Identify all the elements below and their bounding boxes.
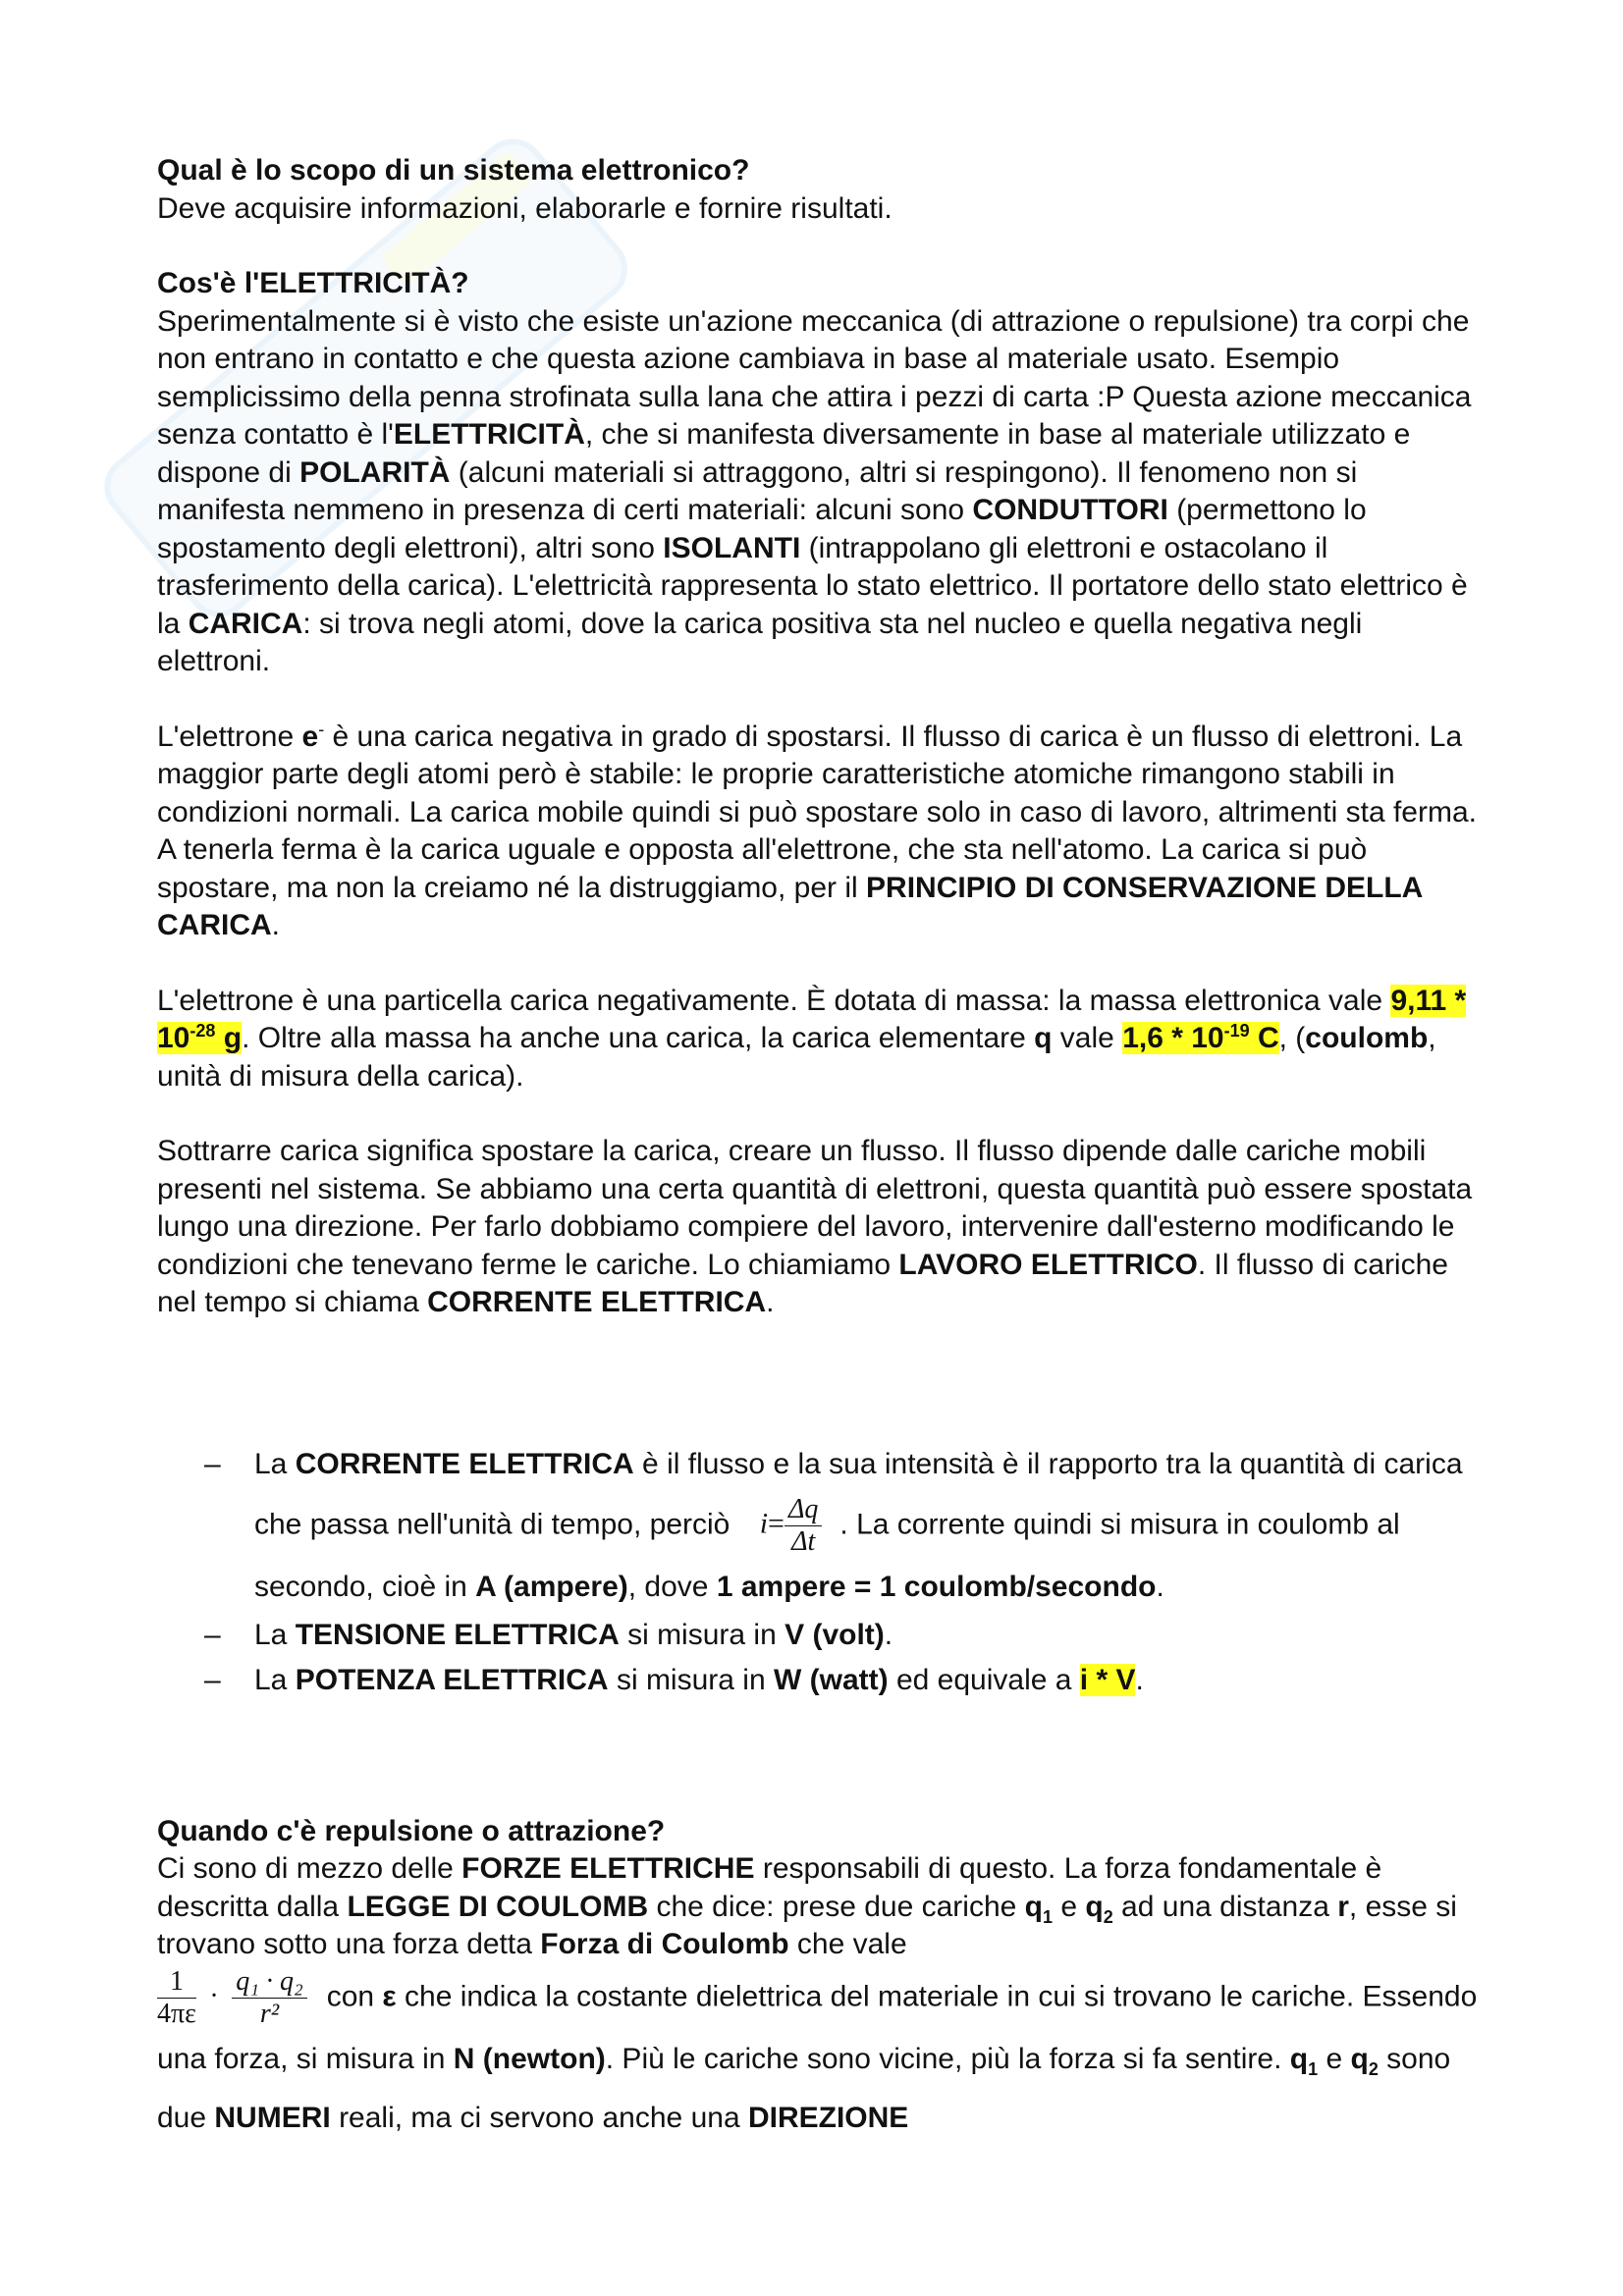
highlight-potenza: i * V bbox=[1079, 1664, 1136, 1696]
formula-coulomb: $\frac{1}{4\pi\varepsilon}$ · $\frac{\text{q₁ · q₂}}{\text{r²}}$ bbox=[157, 1966, 307, 2030]
paragraph-coulomb: Ci sono di mezzo delle FORZE ELETTRICHE responsabili di questo. La forza fondamentale è descritta dalla LEGGE DI COULOMB che dice: prese due cariche $q_1$ e $q_2$ ad una distanza r, esse si trovano sotto una forza detta Forza di Coulomb che vale bbox=[157, 1852, 1457, 1960]
paragraph-elettrone: L'elettrone e- è una carica negativa in grado di spostarsi. Il flusso di carica è un flusso di elettroni. La maggior parte degli atomi però è stabile: le proprie caratteristiche atomiche rimangono stabili in condizioni normali. La carica mobile quindi si può spostare solo in caso di lavoro, altrimenti sta ferma. A tenerla ferma è la carica uguale e opposta all'elettrone, che sta nell'atomo. La carica si può spostare, ma non la creiamo né la distruggiamo, per il PRINCIPIO DI CONSERVAZIONE DELLA CARICA. bbox=[157, 719, 1477, 941]
highlight-carica: $1,6 * 10^{-19}$ C bbox=[1122, 1021, 1279, 1054]
paragraph-coulomb-formula: $\frac{1}{4\pi\varepsilon}$ · $\frac{\text{q₁ · q₂}}{\text{r²}}$ con ε che indica la costante dielettrica del materiale in cui si trovano le cariche. Essendo una forza, si misura in N (newton). Più le cariche sono vicine, più la forza si fa sentire. $q_1$ e $q_2$ sono due NUMERI reali, ma ci servono anche una DIREZIONE bbox=[157, 1965, 1478, 2134]
list-item-tensione: – La TENSIONE ELETTRICA si misura in V (volt). bbox=[204, 1618, 893, 1651]
paragraph-elettricita: Sperimentalmente si è visto che esiste un'azione meccanica (di attrazione o repulsione) tra corpi che non entrano in contatto e che questa azione cambiava in base al materiale usato. Esempio semplicissimo della penna strofinata sulla lana che attira i pezzi di carta :P Questa azione meccanica senza contatto è l'ELETTRICITÀ, che si manifesta diversamente in base al materiale utilizzato e dispone di POLARITÀ (alcuni materiali si attraggono, altri si respingono). Il fenomeno non si manifesta nemmeno in presenza di certi materiali: alcuni sono CONDUTTORI (permettono lo spostamento degli elettroni), altri sono ISOLANTI (intrappolano gli elettroni e ostacolano il trasferimento della carica). L'elettricità rappresenta lo stato elettrico. Il portatore dello stato elettrico è la CARICA: si trova negli atomi, dove la carica positiva sta nel nucleo e quella negativa negli elettroni. bbox=[157, 304, 1472, 677]
heading-elettricita: Cos'è l'ELETTRICITÀ? bbox=[157, 267, 469, 299]
paragraph-scopo: Deve acquisire informazioni, elaborarle e fornire risultati. bbox=[157, 191, 893, 225]
formula-corrente: i= $\frac{\Delta q}{\Delta t}$ bbox=[760, 1494, 823, 1558]
document-page bbox=[157, 152, 1483, 2148]
bullet-list bbox=[157, 1435, 1483, 1700]
paragraph-massa: L'elettrone è una particella carica negativamente. È dotata di massa: la massa elettronica vale $9,11 * 10^{-28}$ g. Oltre alla massa ha anche una carica, la carica elementare q vale $1,6 * 10^{-19}$ C, (coulomb, unità di misura della carica). bbox=[157, 984, 1467, 1093]
heading-scopo: Qual è lo scopo di un sistema elettronico? bbox=[157, 154, 750, 187]
heading-repulsione: Quando c'è repulsione o attrazione? bbox=[157, 1814, 666, 1847]
highlight-massa: $9,11 * 10^{-28}$ g bbox=[157, 984, 1467, 1054]
paragraph-flusso: Sottrarre carica significa spostare la carica, creare un flusso. Il flusso dipende dalle cariche mobili presenti nel sistema. Se abbiamo una certa quantità di elettroni, questa quantità può essere spostata lungo una direzione. Per farlo dobbiamo compiere del lavoro, intervenire dall'esterno modificando le condizioni che tenevano ferme le cariche. Lo chiamiamo LAVORO ELETTRICO. Il flusso di cariche nel tempo si chiama CORRENTE ELETTRICA. bbox=[157, 1135, 1473, 1318]
list-item-potenza: – La POTENZA ELETTRICA si misura in W (watt) ed equivale a i * V. bbox=[204, 1664, 1144, 1696]
list-item-corrente: – La CORRENTE ELETTRICA è il flusso e la sua intensità è il rapporto tra la quantità di carica che passa nell'unità di tempo, perciò i= $\frac{\Delta q}{\Delta t}$ . La corrente quindi si misura in coulomb al secondo, cioè in A (ampere), dove 1 ampere = 1 coulomb/secondo. bbox=[204, 1447, 1463, 1603]
